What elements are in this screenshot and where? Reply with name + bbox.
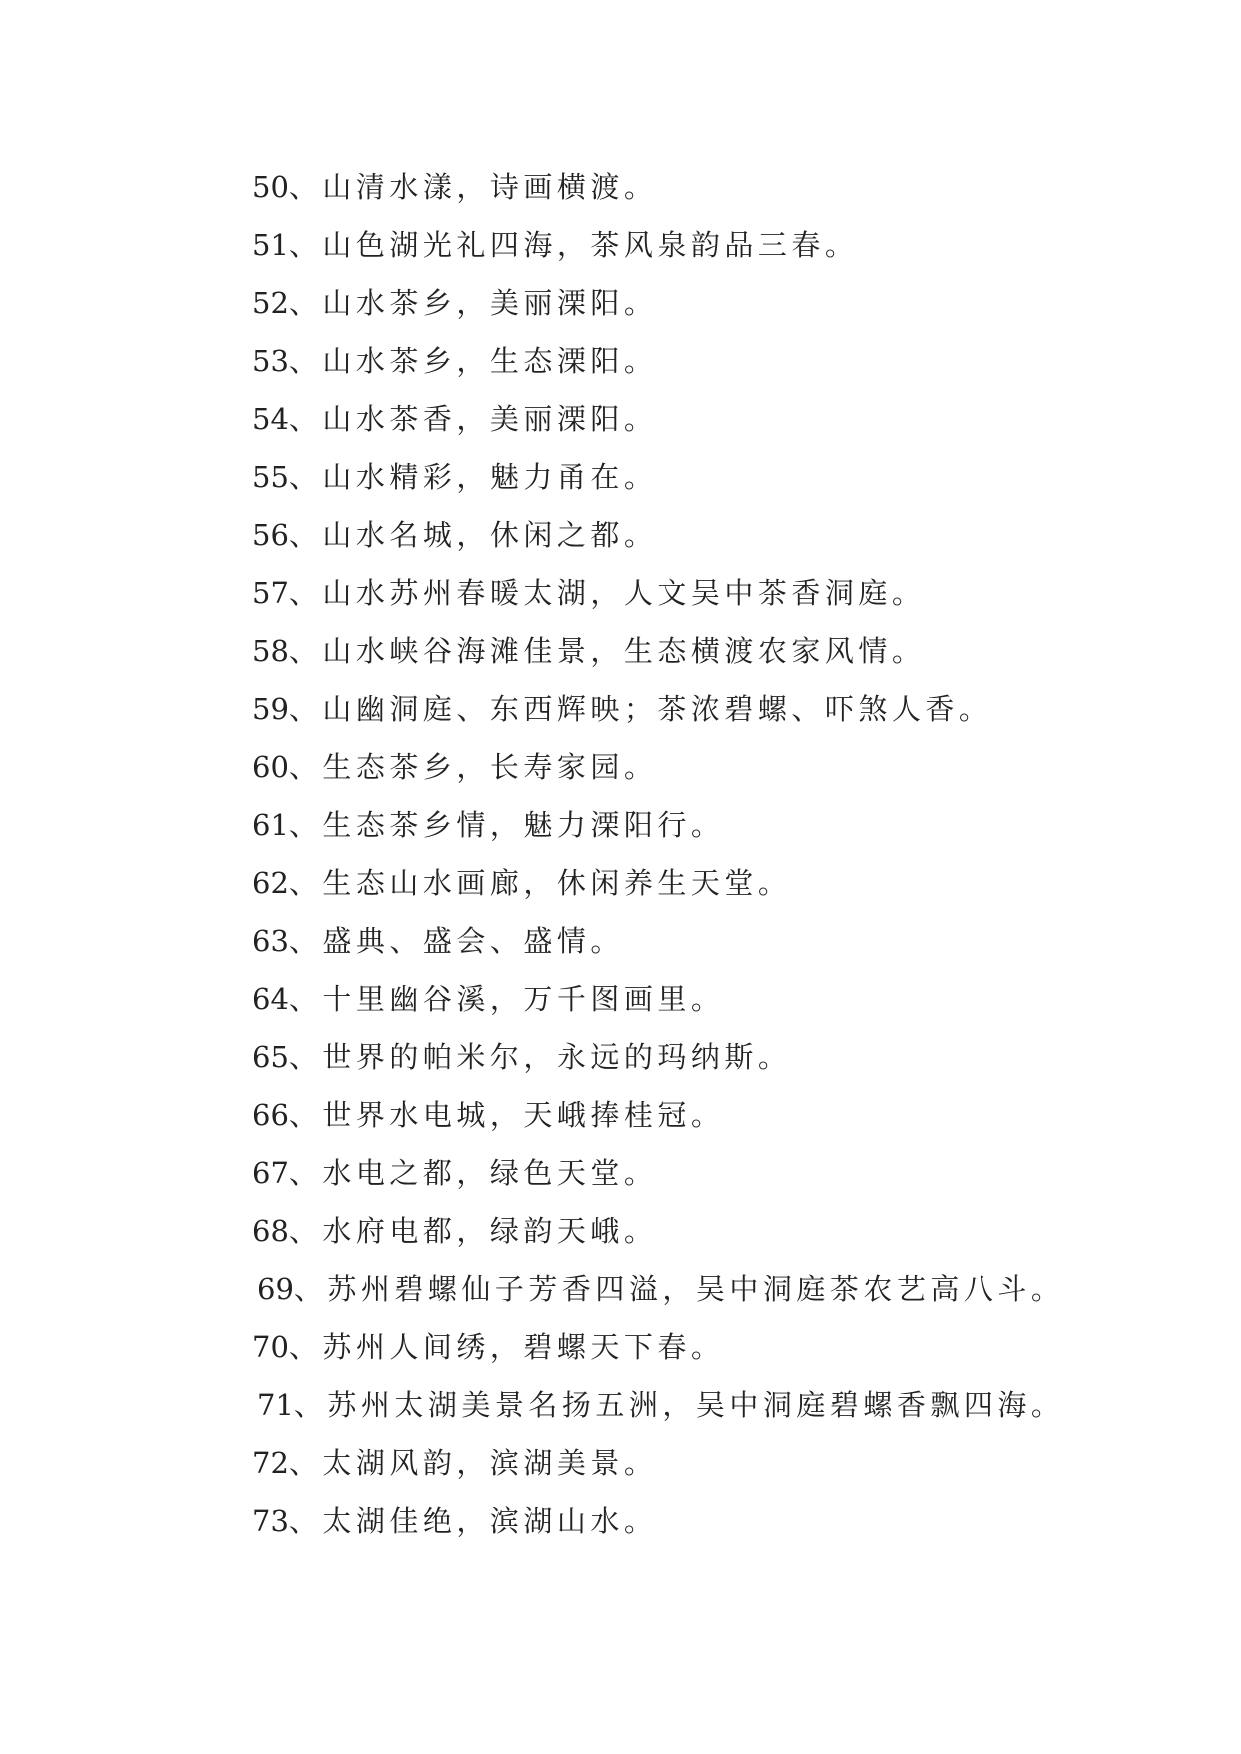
item-number: 60: [252, 750, 289, 784]
list-item: [252, 1260, 1064, 1318]
list-item: [252, 1492, 1064, 1550]
item-text: 、山水名城，休闲之都。: [288, 518, 658, 552]
list-item: [252, 274, 1064, 332]
item-text: 、十里幽谷溪，万千图画里。: [288, 982, 725, 1016]
item-number: 62: [252, 866, 289, 900]
item-number: 51: [252, 228, 289, 262]
item-number: 68: [252, 1214, 289, 1248]
list-item: [252, 332, 1064, 390]
list-item: [252, 854, 1064, 912]
item-number: 57: [252, 576, 289, 610]
item-text: 、生态山水画廊，休闲养生天堂。: [288, 866, 792, 900]
item-number: 58: [252, 634, 289, 668]
item-number: 59: [252, 692, 289, 726]
item-text: 、生态茶乡情，魅力溧阳行。: [288, 808, 725, 842]
item-number: 55: [252, 460, 289, 494]
item-text: 、苏州太湖美景名扬五洲，吴中洞庭碧螺香飘四海。: [293, 1388, 1065, 1422]
item-text: 、苏州碧螺仙子芳香四溢，吴中洞庭茶农艺高八斗。: [293, 1272, 1065, 1306]
item-text: 、水府电都，绿韵天峨。: [288, 1214, 658, 1248]
item-number: 72: [252, 1446, 289, 1480]
item-text: 、盛典、盛会、盛情。: [288, 924, 624, 958]
item-text: 、生态茶乡，长寿家园。: [288, 750, 658, 784]
item-number: 65: [252, 1040, 289, 1074]
item-text: 、世界的帕米尔，永远的玛纳斯。: [288, 1040, 792, 1074]
item-number: 54: [252, 402, 289, 436]
list-item: [252, 796, 1064, 854]
item-number: 67: [252, 1156, 289, 1190]
item-text: 、山幽洞庭、东西辉映；茶浓碧螺、吓煞人香。: [288, 692, 993, 726]
item-text: 、水电之都，绿色天堂。: [288, 1156, 658, 1190]
slogan-list: [252, 158, 1064, 1550]
list-item: [252, 622, 1064, 680]
item-text: 、山水茶乡，生态溧阳。: [288, 344, 658, 378]
item-number: 53: [252, 344, 289, 378]
item-number: 63: [252, 924, 289, 958]
item-number: 66: [252, 1098, 289, 1132]
list-item: [252, 216, 1064, 274]
item-number: 71: [257, 1388, 294, 1422]
list-item: [252, 970, 1064, 1028]
item-number: 56: [252, 518, 289, 552]
item-text: 、太湖风韵，滨湖美景。: [288, 1446, 658, 1480]
list-item: [252, 564, 1064, 622]
item-text: 、世界水电城，天峨捧桂冠。: [288, 1098, 725, 1132]
list-item: [252, 1376, 1064, 1434]
list-item: [252, 1318, 1064, 1376]
list-item: [252, 738, 1064, 796]
list-item: [252, 1028, 1064, 1086]
item-number: 52: [252, 286, 289, 320]
list-item: [252, 390, 1064, 448]
list-item: [252, 1434, 1064, 1492]
item-text: 、山水峡谷海滩佳景，生态横渡农家风情。: [288, 634, 926, 668]
item-text: 、太湖佳绝，滨湖山水。: [288, 1504, 658, 1538]
item-text: 、苏州人间绣，碧螺天下春。: [288, 1330, 725, 1364]
item-number: 61: [252, 808, 289, 842]
list-item: [252, 680, 1064, 738]
item-number: 50: [252, 170, 289, 204]
item-text: 、山水茶乡，美丽溧阳。: [288, 286, 658, 320]
list-item: [252, 1202, 1064, 1260]
item-number: 73: [252, 1504, 289, 1538]
item-number: 69: [257, 1272, 294, 1306]
item-text: 、山水精彩，魅力甬在。: [288, 460, 658, 494]
list-item: [252, 158, 1064, 216]
list-item: [252, 912, 1064, 970]
list-item: [252, 1086, 1064, 1144]
list-item: [252, 506, 1064, 564]
list-item: [252, 1144, 1064, 1202]
item-text: 、山色湖光礼四海，茶风泉韵品三春。: [288, 228, 859, 262]
list-item: [252, 448, 1064, 506]
item-text: 、山清水漾，诗画横渡。: [288, 170, 658, 204]
item-number: 64: [252, 982, 289, 1016]
item-text: 、山水茶香，美丽溧阳。: [288, 402, 658, 436]
item-text: 、山水苏州春暖太湖，人文吴中茶香洞庭。: [288, 576, 926, 610]
item-number: 70: [252, 1330, 289, 1364]
